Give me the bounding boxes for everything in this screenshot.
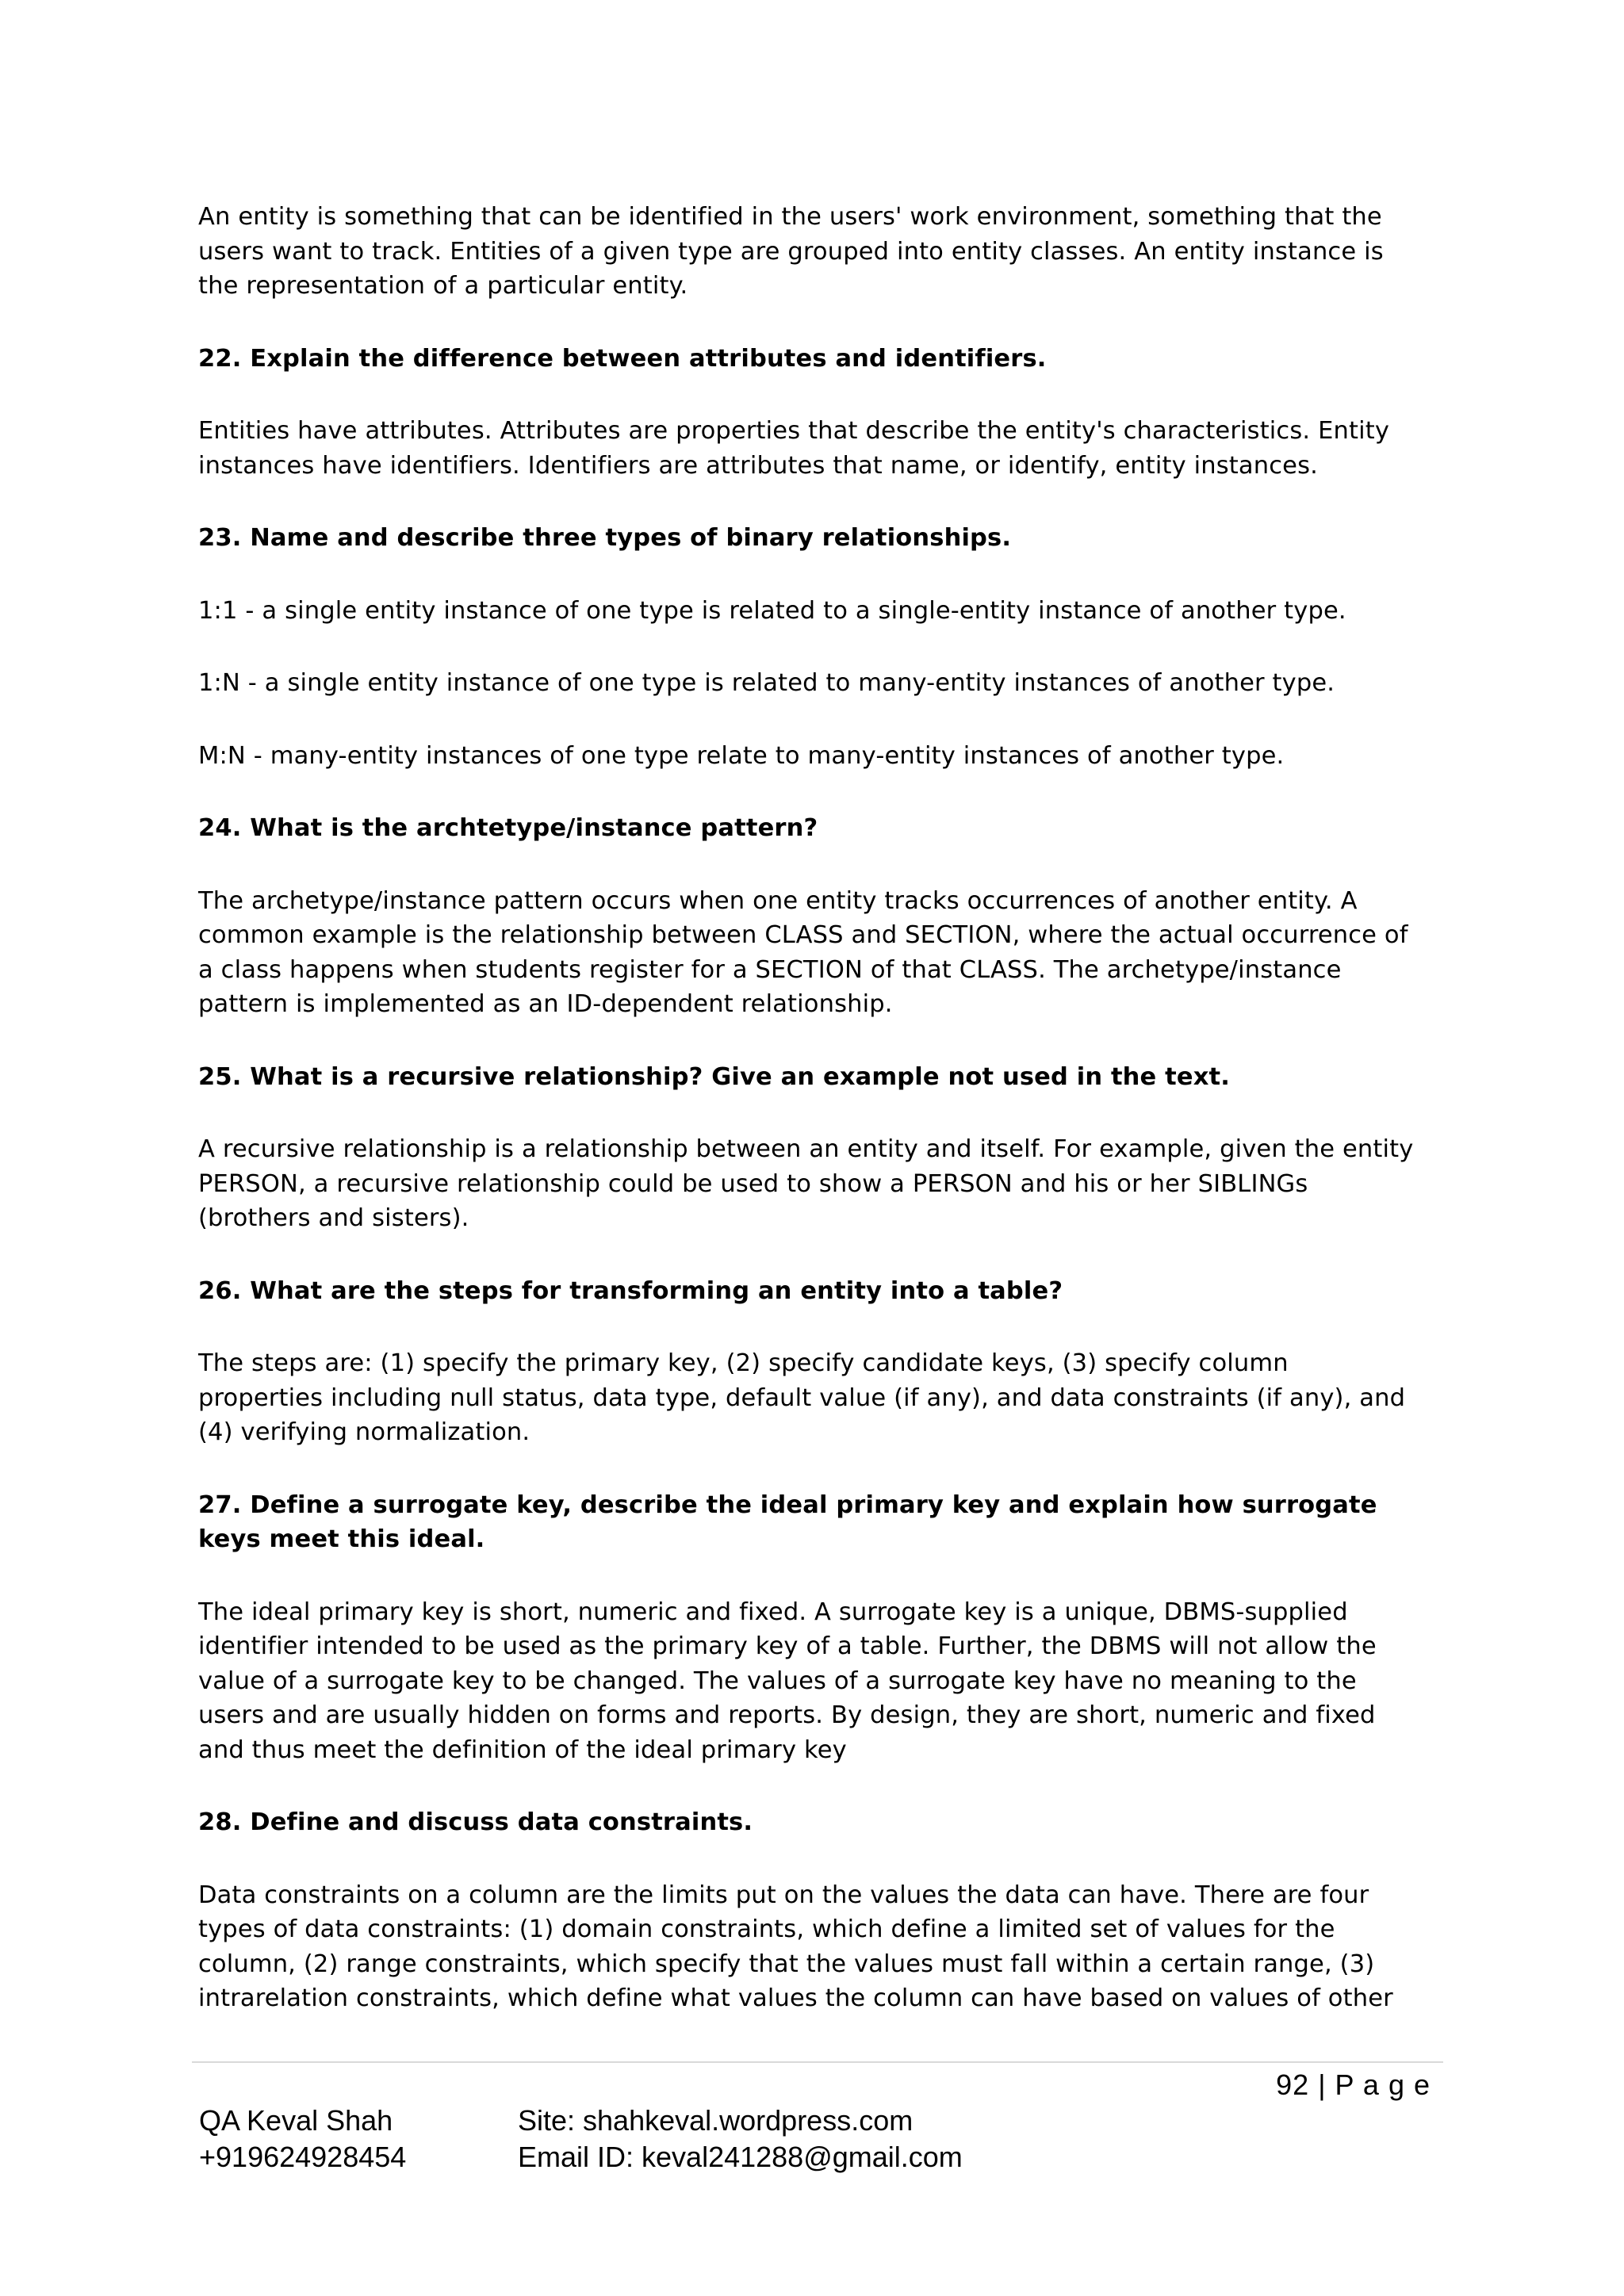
answer-paragraph: The archetype/instance pattern occurs when one entity tracks occurrences of another entity. A common example is the relationship between CLASS and SECTION, where the actual occurrence of a class happens when students register for a SECTION of that CLASS. The archetype/instance pattern is implemented as an ID-dependent relationship. xyxy=(198,886,1408,1018)
answer-paragraph: A recursive relationship is a relationship between an entity and itself. For example, given the entity PERSON, a recursive relationship could be used to show a PERSON and his or her SIBLINGs (brothers and sisters). xyxy=(198,1135,1414,1232)
footer-contact xyxy=(518,2103,963,2175)
question-heading: 25. What is a recursive relationship? Give an example not used in the text. xyxy=(198,1062,1231,1091)
email-link[interactable]: Email ID: keval241288@gmail.com xyxy=(518,2141,963,2173)
page-number: 92 | P a g e xyxy=(1276,2068,1431,2101)
answer-paragraph: 1:1 - a single entity instance of one type is related to a single-entity instance of another type. xyxy=(198,596,1346,625)
question-heading: 23. Name and describe three types of binary relationships. xyxy=(198,524,1012,552)
document-body xyxy=(198,200,1443,2016)
question-heading: 24. What is the archtetype/instance pattern? xyxy=(198,814,818,842)
author-name: QA Keval Shah xyxy=(199,2104,393,2137)
answer-paragraph: The ideal primary key is short, numeric and fixed. A surrogate key is a unique, DBMS-supplied identifier intended to be used as the primary key of a table. Further, the DBMS will not allow the value of a surrogate key to be changed. The values of a surrogate key have no meaning to the users and are usually hidden on forms and reports. By design, they are short, numeric and fixed and thus meet the definition of the ideal primary key xyxy=(198,1598,1377,1764)
question-heading: 22. Explain the difference between attributes and identifiers. xyxy=(198,344,1047,373)
answer-paragraph: The steps are: (1) specify the primary key, (2) specify candidate keys, (3) specify column properties including null status, data type, default value (if any), and data constraints (if any), and (4) verifying normalization. xyxy=(198,1349,1406,1446)
footer-divider xyxy=(192,2061,1443,2063)
question-heading: 27. Define a surrogate key, describe the ideal primary key and explain how surrogate keys meet this ideal. xyxy=(198,1490,1377,1553)
site-link[interactable]: Site: shahkeval.wordpress.com xyxy=(518,2104,914,2137)
author-phone: +919624928454 xyxy=(199,2141,407,2173)
question-heading: 26. What are the steps for transforming an entity into a table? xyxy=(198,1276,1063,1305)
answer-paragraph: M:N - many-entity instances of one type relate to many-entity instances of another type. xyxy=(198,741,1285,770)
footer-author xyxy=(199,2103,406,2175)
answer-paragraph: An entity is something that can be identified in the users' work environment, something that the users want to track. Entities of a given type are grouped into entity classes. An entity instance is the representation of a particular entity. xyxy=(198,203,1384,300)
answer-paragraph: Entities have attributes. Attributes are properties that describe the entity's characteristics. Entity instances have identifiers. Identifiers are attributes that name, or identify, entity instances. xyxy=(198,417,1390,480)
answer-paragraph: 1:N - a single entity instance of one type is related to many-entity instances of another type. xyxy=(198,669,1335,697)
answer-paragraph: Data constraints on a column are the limits put on the values the data can have. There are four types of data constraints: (1) domain constraints, which define a limited set of values for the column, (2) range constraints, which specify that the values must fall within a certain range, (3) intrarelation constraints, which define what values the column can have based on values of other xyxy=(198,1881,1393,2012)
question-heading: 28. Define and discuss data constraints. xyxy=(198,1808,753,1836)
